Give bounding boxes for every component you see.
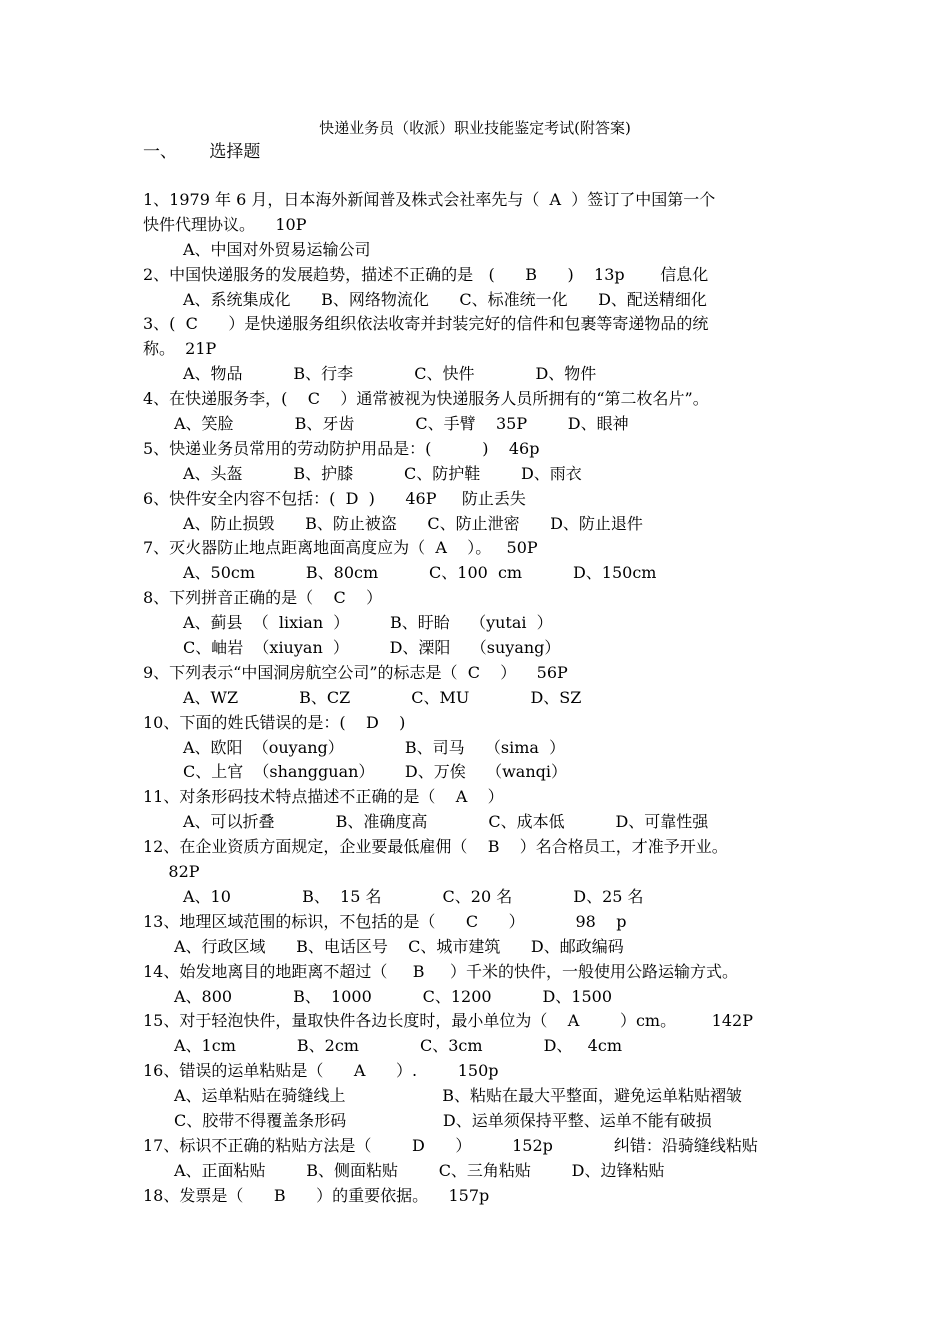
q5-options: A、头盔 B、护膝 C、防护鞋 D、雨衣 — [183, 463, 582, 483]
q2-stem: 2、中国快递服务的发展趋势，描述不正确的是 ( B ) 13p 信息化 — [143, 264, 709, 284]
q8-options-1: A、蓟县 （ lixian ） B、盱眙 （yutai ） — [183, 613, 553, 633]
q10-options-1: A、欧阳 （ouyang） B、司马 （sima ） — [183, 737, 566, 757]
q10-stem: 10、下面的姓氏错误的是：( D ) — [143, 712, 406, 732]
q7-stem: 7、灭火器防止地点距离地面高度应为（ A ）。 50P — [143, 538, 538, 558]
q10-options-2: C、上官 （shangguan） D、万俟 （wanqi） — [183, 762, 567, 782]
q1-stem-2: 快件代理协议。 10P — [143, 214, 307, 234]
q5-stem: 5、快递业务员常用的劳动防护用品是：( ) 46p — [143, 438, 540, 458]
q14-stem: 14、始发地离目的地距离不超过（ B ）千米的快件，一般使用公路运输方式。 — [143, 961, 738, 981]
q13-stem: 13、地理区域范围的标识，不包括的是（ C ） 98 p — [143, 911, 627, 931]
q11-stem: 11、对条形码技术特点描述不正确的是（ A ） — [143, 787, 504, 807]
question-list — [143, 188, 813, 1209]
q15-options: A、1cm B、2cm C、3cm D、 4cm — [174, 1036, 622, 1056]
q12-options: A、10 B、 15 名 C、20 名 D、25 名 — [183, 886, 644, 906]
q3-stem-2: 称。 21P — [143, 339, 217, 359]
q11-options: A、可以折叠 B、准确度高 C、成本低 D、可靠性强 — [183, 812, 709, 832]
q4-stem: 4、在快递服务李，( C ）通常被视为快递服务人员所拥有的“第二枚名片”。 — [143, 389, 709, 409]
q8-stem: 8、下列拼音正确的是（ C ） — [143, 588, 383, 608]
q8-options-2: C、岫岩 （xiuyan ） D、溧阳 （suyang） — [183, 638, 561, 658]
q2-options: A、系统集成化 B、网络物流化 C、标准统一化 D、配送精细化 — [183, 289, 707, 309]
q7-options: A、50cm B、80cm C、100 cm D、150cm — [183, 563, 657, 583]
q9-stem: 9、下列表示“中国洞房航空公司”的标志是（ C ） 56P — [143, 662, 568, 682]
q17-stem: 17、标识不正确的粘贴方法是（ D ） 152p 纠错：沿骑缝线粘贴 — [143, 1135, 758, 1155]
q16-options-1: A、运单粘贴在骑缝线上 B、粘贴在最大平整面，避免运单粘贴褶皱 — [174, 1086, 742, 1106]
q4-options: A、笑脸 B、牙齿 C、手臂 35P D、眼神 — [174, 414, 629, 434]
q16-options-2: C、胶带不得覆盖条形码 D、运单须保持平整、运单不能有破损 — [174, 1110, 712, 1130]
q15-stem: 15、对于轻泡快件，量取快件各边长度时，最小单位为（ A ）cm。 142P — [143, 1011, 753, 1031]
q18-stem: 18、发票是（ B ）的重要依据。 157p — [143, 1185, 490, 1205]
q13-options: A、行政区域 B、电话区号 C、城市建筑 D、邮政编码 — [174, 936, 624, 956]
q3-stem-1: 3、( C ）是快递服务组织依法收寄并封装完好的信件和包裹等寄递物品的统 — [143, 314, 709, 334]
q12-stem-1: 12、在企业资质方面规定，企业要最低雇佣（ B ）名合格员工，才准予开业。 — [143, 837, 728, 857]
q14-options: A、800 B、 1000 C、1200 D、1500 — [174, 986, 613, 1006]
q6-options: A、防止损毁 B、防止被盗 C、防止泄密 D、防止退件 — [183, 513, 643, 533]
q1-stem-1: 1、1979 年 6 月，日本海外新闻普及株式会社率先与（ A ）签订了中国第一个 — [143, 190, 716, 209]
q12-stem-2: 82P — [143, 862, 200, 882]
section-heading: 一、 选择题 — [143, 142, 261, 162]
q16-stem: 16、错误的运单粘贴是（ A ）. 150p — [143, 1061, 499, 1081]
q6-stem: 6、快件安全内容不包括：( D ) 46P 防止丢失 — [143, 488, 526, 508]
q3-options: A、物品 B、行李 C、快件 D、物件 — [183, 364, 597, 384]
q9-options: A、WZ B、CZ C、MU D、SZ — [183, 687, 582, 707]
document-title: 快递业务员（收派）职业技能鉴定考试(附答案) — [319, 119, 631, 137]
q1-options: A、中国对外贸易运输公司 — [183, 239, 371, 259]
q17-options: A、正面粘贴 B、侧面粘贴 C、三角粘贴 D、边锋粘贴 — [174, 1160, 665, 1180]
